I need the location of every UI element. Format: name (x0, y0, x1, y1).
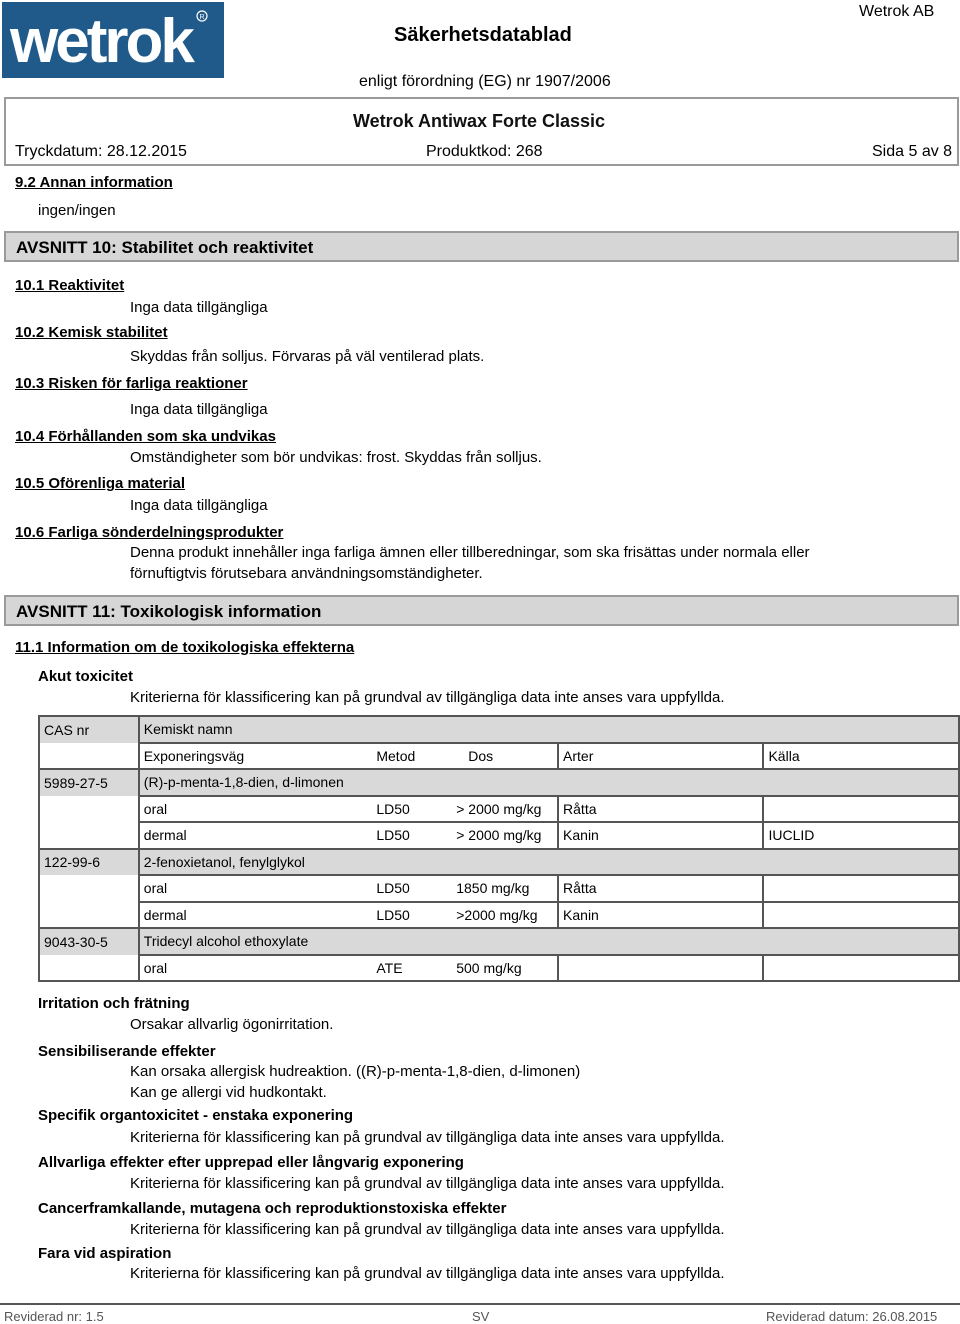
page-number: Sida 5 av 8 (872, 143, 953, 160)
s10-5-text: Inga data tillgängliga (130, 497, 268, 514)
s10-6-heading: 10.6 Farliga sönderdelningsprodukter (15, 524, 284, 541)
s10-1-heading: 10.1 Reaktivitet (15, 277, 125, 294)
effect-text: Kriterierna för klassificering kan på grundval av tillgängliga data inte anses vara uppfyllda. (130, 1129, 725, 1146)
s10-6-text-2: förnuftigtvis förutsebara användningsomständigheter. (130, 565, 483, 582)
footer-language: SV (472, 1309, 490, 1324)
header-species: Arter (558, 743, 763, 770)
effect-label: Allvarliga effekter efter upprepad eller långvarig exponering (38, 1154, 464, 1171)
effect-text: Orsakar allvarlig ögonirritation. (130, 1016, 334, 1033)
section-11-title: AVSNITT 11: Toxikologisk information (4, 595, 959, 626)
print-date: Tryckdatum: 28.12.2015 (15, 143, 187, 160)
s10-4-heading: 10.4 Förhållanden som ska undvikas (15, 428, 276, 445)
table-header-row (39, 716, 959, 743)
s10-5-heading: 10.5 Oförenliga material (15, 475, 186, 492)
cas-number: 5989-27-5 (39, 769, 139, 796)
table-header-row-2 (39, 743, 959, 770)
effect-label: Sensibiliserande effekter (38, 1043, 216, 1060)
header-route: Exponeringsväg (139, 743, 373, 770)
table-row: oral LD50 > 2000 mg/kg Råtta (39, 796, 959, 823)
s10-1-text: Inga data tillgängliga (130, 299, 268, 316)
s10-3-heading: 10.3 Risken för farliga reaktioner (15, 375, 248, 392)
table-row: oral ATE 500 mg/kg (39, 955, 959, 982)
header-source: Källa (763, 743, 959, 770)
s10-3-text: Inga data tillgängliga (130, 401, 268, 418)
table-row (39, 769, 959, 796)
effect-text: Kriterierna för klassificering kan på grundval av tillgängliga data inte anses vara uppfyllda. (130, 1221, 725, 1238)
s10-4-text: Omständigheter som bör undvikas: frost. Skyddas från solljus. (130, 449, 542, 466)
svg-text:R: R (199, 14, 205, 21)
acute-toxicity-label: Akut toxicitet (38, 668, 134, 685)
cas-number: 9043-30-5 (39, 928, 139, 955)
header-dose: Dos (452, 743, 558, 770)
table-row: dermal LD50 >2000 mg/kg Kanin (39, 902, 959, 929)
footer-revision: Reviderad nr: 1.5 (4, 1309, 104, 1324)
s9-text: ingen/ingen (38, 202, 116, 219)
chemical-name: (R)-p-menta-1,8-dien, d-limonen (139, 769, 959, 796)
company-name: Wetrok AB (859, 3, 935, 20)
product-code: Produktkod: 268 (426, 143, 543, 160)
table-row: dermal LD50 > 2000 mg/kg Kanin IUCLID (39, 822, 959, 849)
footer-divider (0, 1303, 960, 1305)
effect-label: Cancerframkallande, mutagena och reproduktionstoxiska effekter (38, 1200, 507, 1217)
toxicity-table (38, 715, 960, 982)
s10-2-heading: 10.2 Kemisk stabilitet (15, 324, 168, 341)
effect-text: Kan orsaka allergisk hudreaktion. ((R)-p-menta-1,8-dien, d-limonen) (130, 1063, 581, 1080)
product-name: Wetrok Antiwax Forte Classic (353, 111, 606, 131)
footer-revised-date: Reviderad datum: 26.08.2015 (766, 1309, 938, 1324)
effect-label: Fara vid aspiration (38, 1245, 172, 1262)
s10-2-text: Skyddas från solljus. Förvaras på väl ventilerad plats. (130, 348, 485, 365)
table-row (39, 849, 959, 876)
s11-1-heading: 11.1 Information om de toxikologiska effekterna (15, 639, 355, 656)
table-row: oral LD50 1850 mg/kg Råtta (39, 875, 959, 902)
effect-text: Kan ge allergi vid hudkontakt. (130, 1084, 327, 1101)
acute-toxicity-text: Kriterierna för klassificering kan på grundval av tillgängliga data inte anses vara uppfyllda. (130, 689, 725, 706)
effect-label: Specifik organtoxicitet - enstaka exponering (38, 1107, 354, 1124)
s9-heading: 9.2 Annan information (15, 174, 173, 191)
effect-label: Irritation och frätning (38, 995, 190, 1012)
table-row (39, 928, 959, 955)
effect-text: Kriterierna för klassificering kan på grundval av tillgängliga data inte anses vara uppfyllda. (130, 1265, 725, 1282)
company-logo (2, 2, 224, 78)
cas-number: 122-99-6 (39, 849, 139, 876)
header-name: Kemiskt namn (139, 716, 959, 743)
chemical-name: 2-fenoxietanol, fenylglykol (139, 849, 959, 876)
document-title: Säkerhetsdatablad (394, 24, 572, 46)
effect-text: Kriterierna för klassificering kan på grundval av tillgängliga data inte anses vara uppfyllda. (130, 1175, 725, 1192)
section-10-title: AVSNITT 10: Stabilitet och reaktivitet (4, 231, 959, 262)
header-cas: CAS nr (39, 716, 139, 743)
s10-6-text: Denna produkt innehåller inga farliga ämnen eller tillberedningar, som ska frisättas under normala eller (130, 544, 810, 561)
logo-text: wetrok (10, 7, 192, 76)
chemical-name: Tridecyl alcohol ethoxylate (139, 928, 959, 955)
header-method: Metod (372, 743, 452, 770)
regulation-text: enligt förordning (EG) nr 1907/2006 (359, 73, 611, 90)
